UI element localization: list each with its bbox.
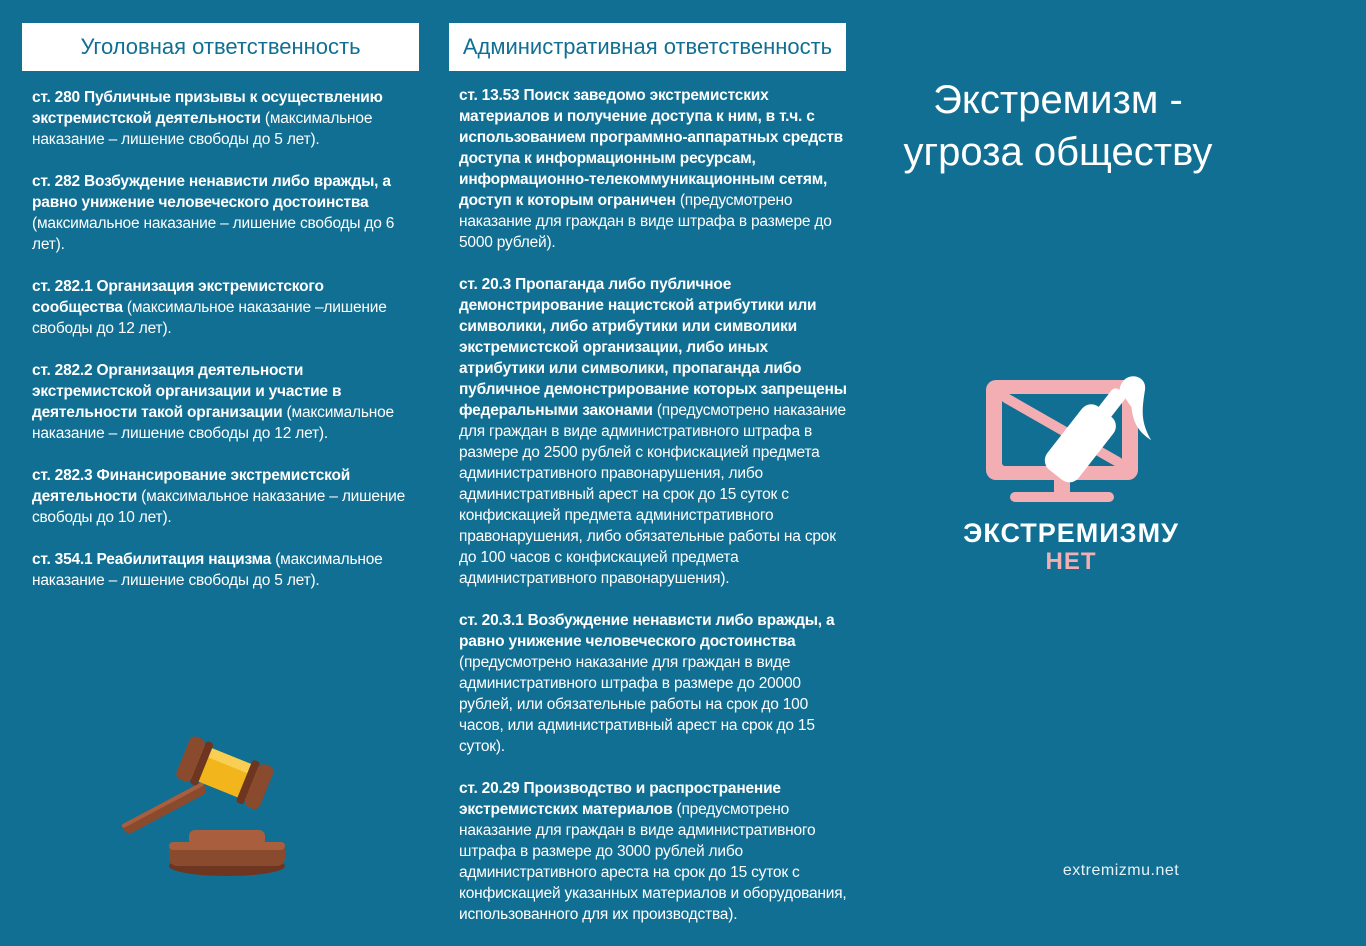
cover-column bbox=[876, 0, 1280, 910]
article-penalty: (максимальное наказание – лишение свободы до 10 лет). bbox=[32, 488, 406, 526]
article-penalty: (предусмотрено наказание для граждан в виде административного штрафа в размере до 3000 рублей либо административного ареста на срок до 15 суток с конфискацией указанных материалов и оборудования, использованного для их производства). bbox=[459, 801, 847, 923]
article-20-29 bbox=[459, 778, 851, 925]
article-penalty: (предусмотрено наказание для граждан в виде штрафа в размере до 5000 рублей). bbox=[459, 192, 832, 251]
article-title: ст. 13.53 Поиск заведомо экстремистских материалов и получение доступа к ним, в т.ч. с использованием программно-аппаратных средств доступа к информационным ресурсам, информационно-телекоммуникационным сетям, доступ к которым ограничен bbox=[459, 87, 843, 209]
article-penalty: (максимальное наказание – лишение свободы до 5 лет). bbox=[32, 551, 383, 589]
administrative-header: Административная ответственность bbox=[449, 23, 846, 71]
article-354-1 bbox=[32, 549, 412, 591]
article-282-2 bbox=[32, 360, 412, 444]
gavel-icon bbox=[115, 720, 295, 880]
article-title: ст. 354.1 Реабилитация нацизма bbox=[32, 551, 272, 568]
article-282-3 bbox=[32, 465, 412, 528]
administrative-articles bbox=[459, 85, 851, 946]
article-penalty: (предусмотрено наказание для граждан в виде административного штрафа в размере до 2500 рублей с конфискацией предмета административного правонарушения, либо административный арест на срок до 15 суток с конфискацией предмета административного правонарушения, либо обязательные работы на срок до 100 часов с конфискацией предмета административного правонарушения). bbox=[459, 402, 846, 587]
brochure-title: Экстремизм - угроза обществу bbox=[903, 78, 1213, 174]
article-282 bbox=[32, 171, 412, 255]
article-penalty: (максимальное наказание – лишение свободы до 12 лет). bbox=[32, 404, 394, 442]
article-title: ст. 282.1 Организация экстремистского сообщества bbox=[32, 278, 324, 316]
criminal-articles bbox=[32, 87, 412, 612]
article-title: ст. 20.29 Производство и распространение экстремистских материалов bbox=[459, 780, 781, 818]
logo-text: ЭКСТРЕМИЗМУ bbox=[963, 518, 1179, 548]
article-penalty: (максимальное наказание – лишение свободы до 6 лет). bbox=[32, 215, 395, 253]
article-title: ст. 282.3 Финансирование экстремистской деятельности bbox=[32, 467, 351, 505]
criminal-header: Уголовная ответственность bbox=[22, 23, 419, 71]
article-280 bbox=[32, 87, 412, 150]
article-title: ст. 20.3.1 Возбуждение ненависти либо вражды, а равно унижение человеческого достоинства bbox=[459, 612, 835, 650]
article-20-3 bbox=[459, 274, 851, 589]
article-title: ст. 280 Публичные призывы к осуществлению экстремистской деятельности bbox=[32, 89, 383, 127]
article-282-1 bbox=[32, 276, 412, 339]
article-penalty: (максимальное наказание –лишение свободы до 12 лет). bbox=[32, 299, 387, 337]
article-penalty: (предусмотрено наказание для граждан в виде административного штрафа в размере до 20000 рублей, или обязательные работы на срок до 100 часов, или административный арест на срок до 15 суток). bbox=[459, 654, 815, 755]
article-title: ст. 282 Возбуждение ненависти либо вражды, а равно унижение человеческого достоинства bbox=[32, 173, 391, 211]
article-title: ст. 20.3 Пропаганда либо публичное демонстрирование нацистской атрибутики или символики, либо атрибутики или символики экстремистской организации, либо иных атрибутики или символики, пропаганда либо публичное демонстрирование которых запрещены федеральными законами bbox=[459, 276, 847, 419]
website-url: extremizmu.net bbox=[1062, 862, 1180, 879]
article-title: ст. 282.2 Организация деятельности экстремистской организации и участие в деятельности такой организации bbox=[32, 362, 342, 421]
article-penalty: (максимальное наказание – лишение свободы до 5 лет). bbox=[32, 110, 373, 148]
article-13-53 bbox=[459, 85, 851, 253]
logo-subtext: НЕТ bbox=[1045, 548, 1097, 575]
article-20-3-1 bbox=[459, 610, 851, 757]
